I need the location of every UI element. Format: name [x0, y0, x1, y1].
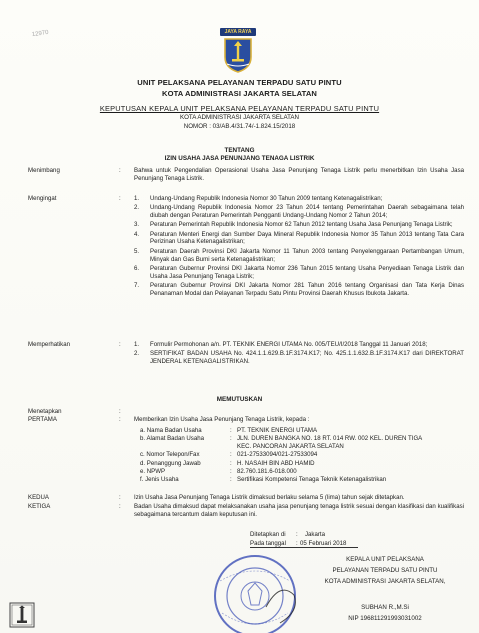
mengingat-list: [134, 195, 464, 299]
decree-city: KOTA ADMINISTRASI JAKARTA SELATAN: [179, 114, 300, 122]
agency-city: KOTA ADMINISTRASI JAKARTA SELATAN: [161, 88, 318, 98]
colon: :: [119, 416, 121, 423]
memperhatikan-label: Memperhatikan: [28, 341, 70, 348]
menimbang-label: Menimbang: [28, 167, 60, 174]
tanggal-label: Pada tanggal: [250, 539, 286, 547]
menetapkan-label: Menetapkan: [28, 408, 62, 415]
detail-row: d. Penanggung Jawab : H. NASAIH BIN ABD HAMID: [140, 459, 315, 467]
colon: :: [119, 503, 121, 510]
colon: :: [119, 341, 121, 348]
detail-row: f. Jenis Usaha : Sertifikasi Kompetensi Tenaga Teknik Ketenagalistrikan: [140, 475, 387, 483]
signatory-block: [295, 556, 475, 626]
decree-number: NOMOR : 03/AB.4/31.74/-1.824.15/2018: [183, 123, 296, 131]
list-item: 7. Peraturan Gubernur Provinsi DKI Jakarta Nomor 281 Tahun 2016 tentang Organisasi dan Tata Kerja Dinas Penanaman Modal dan Pelayanan Terpadu Satu Pintu Provinsi Daerah Khusus Ibukota Jakarta.: [134, 281, 464, 297]
subject-label: TENTANG: [224, 147, 255, 154]
list-item: 3. Peraturan Pemerintah Republik Indonesia Nomor 62 Tahun 2012 tentang Usaha Jasa Penunjang Tenaga Listrik;: [134, 221, 453, 229]
list-item: 2. Undang-Undang Republik Indonesia Nomor 23 Tahun 2014 tentang Pemerintahan Daerah sebagaimana telah diubah dengan Peraturan Pemerintah Pengganti Undang-Undang Nomor 2 Tahun 2014;: [134, 204, 464, 220]
ketiga-label: KETIGA: [28, 503, 51, 510]
signatory-name: SUBHAN R.,M.Si: [361, 603, 409, 611]
list-item: 1. Undang-Undang Republik Indonesia Nomor 30 Tahun 2009 tentang Ketenagalistrikan;: [134, 195, 383, 202]
colon: :: [119, 494, 121, 501]
colon: :: [119, 167, 121, 174]
agency-header: [0, 78, 479, 98]
emblem-label: JAYA RAYA: [220, 28, 256, 36]
detail-row: a. Nama Badan Usaha : PT. TEKNIK ENERGI UTAMA: [140, 426, 318, 434]
company-details: [134, 427, 464, 484]
official-stamp-icon: [210, 551, 300, 633]
list-item: 5. Peraturan Daerah Provinsi DKI Jakarta Nomor 11 Tahun 2003 tentang Penyelenggaraan Pertambangan Umum, Minyak dan Gas Bumi serta Ketenagalistrikan;: [134, 247, 464, 263]
corner-handwritten-mark: 12970: [31, 29, 49, 39]
decree-heading: [0, 104, 479, 131]
list-item: 1. Formulir Permohonan a/n. PT. TEKNIK ENERGI UTAMA No. 005/TEU/I/2018 Tanggal 11 Januari 2018;: [134, 341, 428, 348]
detail-row: b. Alamat Badan Usaha : JLN. DUREN BANGKA NO. 18 RT. 014 RW. 002 KEL. DUREN TIGA: [140, 434, 423, 442]
signatory-title-line2: PELAYANAN TERPADU SATU PINTU: [332, 566, 438, 574]
pertama-body: [134, 416, 464, 484]
pertama-label: PERTAMA: [28, 416, 57, 423]
signatory-title-line3: KOTA ADMINISTRASI JAKARTA SELATAN,: [324, 577, 446, 585]
ditetapkan-value: Jakarta: [305, 531, 325, 538]
signatory-title-line1: KEPALA UNIT PELAKSANA: [346, 556, 424, 563]
menimbang-text: Bahwa untuk Pengendalian Operasional Usaha Jasa Penunjang Tenaga Listrik perlu menerbitkan Izin Usaha Jasa Penunjang Tenaga Listrik.: [134, 167, 464, 182]
signatory-nip: NIP 196811291993031002: [348, 614, 422, 622]
memutuskan-heading: MEMUTUSKAN: [216, 396, 263, 403]
colon: :: [119, 408, 121, 415]
tanggal-value: 05 Februari 2018: [300, 539, 347, 547]
detail-row: c. Nomor Telepon/Fax : 021-27533094/021-27533094: [140, 451, 318, 459]
monas-emblem-icon: [9, 602, 35, 628]
ketiga-text: Badan Usaha dimaksud dapat melaksanakan usaha jasa penunjang tenaga listrik sesuai dengan klasifikasi dan kualifikasi sebagaimana tercantum dalam keputusan ini.: [134, 503, 464, 518]
colon: :: [119, 195, 121, 202]
shield-icon: [223, 37, 253, 73]
signature-place-date: Ditetapkan di : Jakarta Pada tanggal : 05 Februari 2018: [250, 531, 450, 548]
list-item: 6. Peraturan Gubernur Provinsi DKI Jakarta Nomor 236 Tahun 2015 tentang Usaha Penyediaan Tenaga Listrik dan Usaha Jasa Penunjang Tenaga Listrik;: [134, 264, 464, 280]
kedua-label: KEDUA: [28, 494, 49, 501]
jakarta-emblem: [208, 28, 268, 78]
agency-name: UNIT PELAKSANA PELAYANAN TERPADU SATU PINTU: [137, 78, 342, 87]
memperhatikan-list: [134, 341, 464, 367]
mengingat-label: Mengingat: [28, 195, 57, 202]
kedua-text: Izin Usaha Jasa Penunjang Tenaga Listrik dimaksud berlaku selama 5 (lima) tahun sejak ditetapkan.: [134, 494, 405, 501]
pertama-intro: Memberikan Izin Usaha Jasa Penunjang Tenaga Listrik, kepada :: [134, 416, 310, 423]
detail-row: KEC. PANCORAN JAKARTA SELATAN: [237, 443, 344, 451]
list-item: 2. SERTIFIKAT BADAN USAHA No. 424.1.1.629.B.1F.3174.K17; No. 425.1.1.632.B.1F.3174.K17 dari DIREKTORAT JENDERAL KETENAGALISTRIKAN.: [134, 350, 464, 366]
detail-row: e. NPWP : 82.760.181.6-018.000: [140, 467, 297, 475]
ditetapkan-label: Ditetapkan di: [250, 531, 286, 538]
list-item: 4. Peraturan Menteri Energi dan Sumber Daya Mineral Republik Indonesia Nomor 35 Tahun 2013 tentang Tata Cara Perizinan Usaha Ketenagalistrikan;: [134, 230, 464, 246]
decree-title: KEPUTUSAN KEPALA UNIT PELAKSANA PELAYANAN TERPADU SATU PINTU: [99, 104, 380, 113]
subject-heading: [0, 147, 479, 163]
subject-title: IZIN USAHA JASA PENUNJANG TENAGA LISTRIK: [164, 155, 315, 163]
